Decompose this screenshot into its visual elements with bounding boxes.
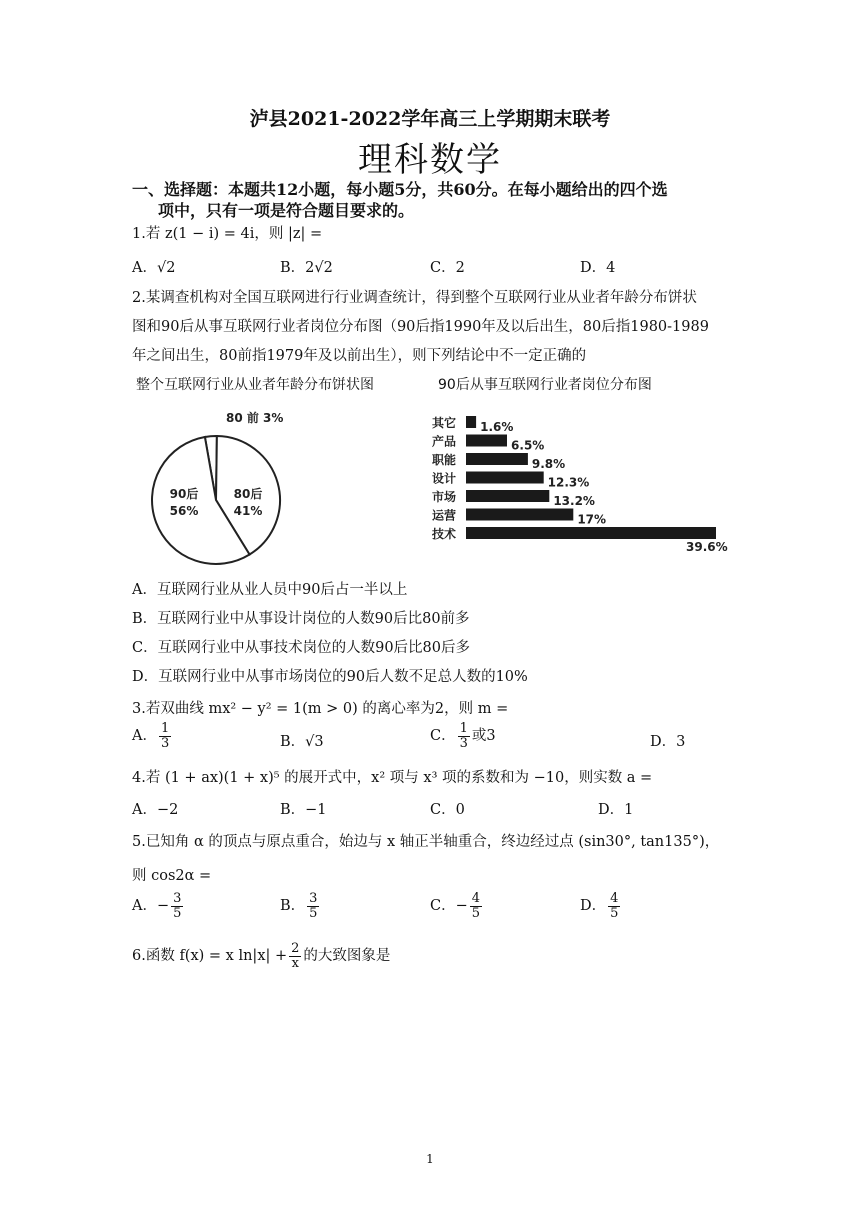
- q1-option-c: C．2: [430, 260, 465, 276]
- bar-category-label: 职能: [432, 453, 457, 467]
- bar-产品: [466, 435, 507, 447]
- page-number: 1: [426, 1152, 434, 1166]
- q2-stem-line1: 2.某调查机构对全国互联网进行行业调查统计，得到整个互联网行业从业者年龄分布饼状: [132, 290, 697, 306]
- q3-option-b: B．√3: [280, 734, 324, 750]
- exam-title: 泸县2021-2022学年高三上学期期末联考: [249, 108, 611, 130]
- bar-category-label: 设计: [432, 471, 457, 486]
- bar-value-label: 9.8%: [531, 457, 566, 471]
- q3-stem: 3.若双曲线 mx² − y² = 1(m > 0) 的离心率为2，则 m =: [132, 701, 509, 717]
- bar-职能: [466, 453, 528, 465]
- bar-value-label: 39.6%: [686, 540, 728, 554]
- section-heading-line2: 项中，只有一项是符合题目要求的。: [158, 201, 415, 220]
- q3-option-a: A． $\frac{1}{3}$: [132, 721, 170, 751]
- q1-option-a: A．√2: [132, 260, 176, 276]
- section-heading-line1: 一、选择题：本题共12小题，每小题5分，共60分。在每小题给出的四个选: [132, 180, 668, 199]
- bar-chart-title: 90后从事互联网行业者岗位分布图: [438, 377, 652, 393]
- q1-stem: 1.若 z(1 − i) = 4i，则 |z| =: [132, 226, 323, 242]
- pie-label-name-80后: 80后: [233, 487, 263, 501]
- pie-label-value-90后: 56%: [169, 504, 199, 518]
- pie-chart-title: 整个互联网行业从业者年龄分布饼状图: [136, 377, 374, 393]
- q5-stem-line1: 5.已知角 α 的顶点与原点重合，始边与 x 轴正半轴重合，终边经过点 (sin30°, tan135°)，: [132, 834, 720, 850]
- q2-option-b: B．互联网行业中从事设计岗位的人数90后比80前多: [132, 611, 470, 627]
- q1-option-b: B．2√2: [280, 260, 333, 276]
- position-bar-chart: [420, 410, 730, 570]
- q2-option-a: A．互联网行业从业人员中90后占一半以上: [132, 582, 408, 598]
- bar-市场: [466, 490, 549, 502]
- q5-stem-line2: 则 cos2α =: [132, 868, 212, 884]
- q2-stem-line2: 图和90后从事互联网行业者岗位分布图（90后指1990年及以后出生，80后指1980-1989: [132, 319, 709, 335]
- bar-其它: [466, 416, 476, 428]
- bar-技术: [466, 527, 716, 539]
- q5-option-b: B． $\frac{3}{5}$: [280, 891, 318, 921]
- bar-value-label: 17%: [577, 512, 607, 527]
- bar-设计: [466, 472, 544, 484]
- q4-stem: 4.若 (1 + ax)(1 + x)⁵ 的展开式中，x² 项与 x³ 项的系数和为 −10，则实数 a =: [132, 770, 653, 786]
- bar-value-label: 12.3%: [547, 475, 590, 490]
- q4-option-b: B．−1: [280, 802, 327, 818]
- pie-label-80前: 80 前 3%: [226, 411, 284, 425]
- bar-category-label: 产品: [432, 434, 457, 449]
- bar-category-label: 市场: [432, 490, 457, 504]
- bar-运营: [466, 509, 573, 521]
- age-pie-chart: [130, 400, 330, 570]
- q3-option-c: C． $\frac{1}{3}$ 或3: [430, 721, 496, 751]
- q4-option-c: C．0: [430, 802, 465, 818]
- q5-option-d: D． $\frac{4}{5}$: [580, 891, 619, 921]
- pie-label-name-90后: 90后: [169, 487, 199, 501]
- pie-label-value-80后: 41%: [233, 504, 263, 518]
- bar-value-label: 6.5%: [511, 438, 545, 453]
- q3-option-d: D．3: [650, 734, 686, 750]
- bar-category-label: 运营: [432, 508, 457, 523]
- q6-stem: 6.函数 f(x) = x ln|x| + $\frac{2}{x}$ 的大致图象是: [132, 941, 391, 971]
- q2-option-c: C．互联网行业中从事技术岗位的人数90后比80后多: [132, 640, 470, 656]
- subject-title: 理科数学: [358, 140, 502, 180]
- q5-option-c: C．− $\frac{4}{5}$: [430, 891, 481, 921]
- q1-option-d: D．4: [580, 260, 616, 276]
- q2-stem-line3: 年之间出生，80前指1979年及以前出生），则下列结论中不一定正确的: [132, 348, 587, 364]
- q4-option-a: A．−2: [132, 802, 179, 818]
- bar-value-label: 13.2%: [553, 494, 595, 508]
- bar-category-label: 其它: [432, 416, 457, 430]
- bar-value-label: 1.6%: [480, 420, 514, 434]
- q4-option-d: D．1: [598, 802, 634, 818]
- q2-option-d: D．互联网行业中从事市场岗位的90后人数不足总人数的10%: [132, 669, 528, 685]
- q5-option-a: A．− $\frac{3}{5}$: [132, 891, 182, 921]
- bar-category-label: 技术: [432, 527, 457, 541]
